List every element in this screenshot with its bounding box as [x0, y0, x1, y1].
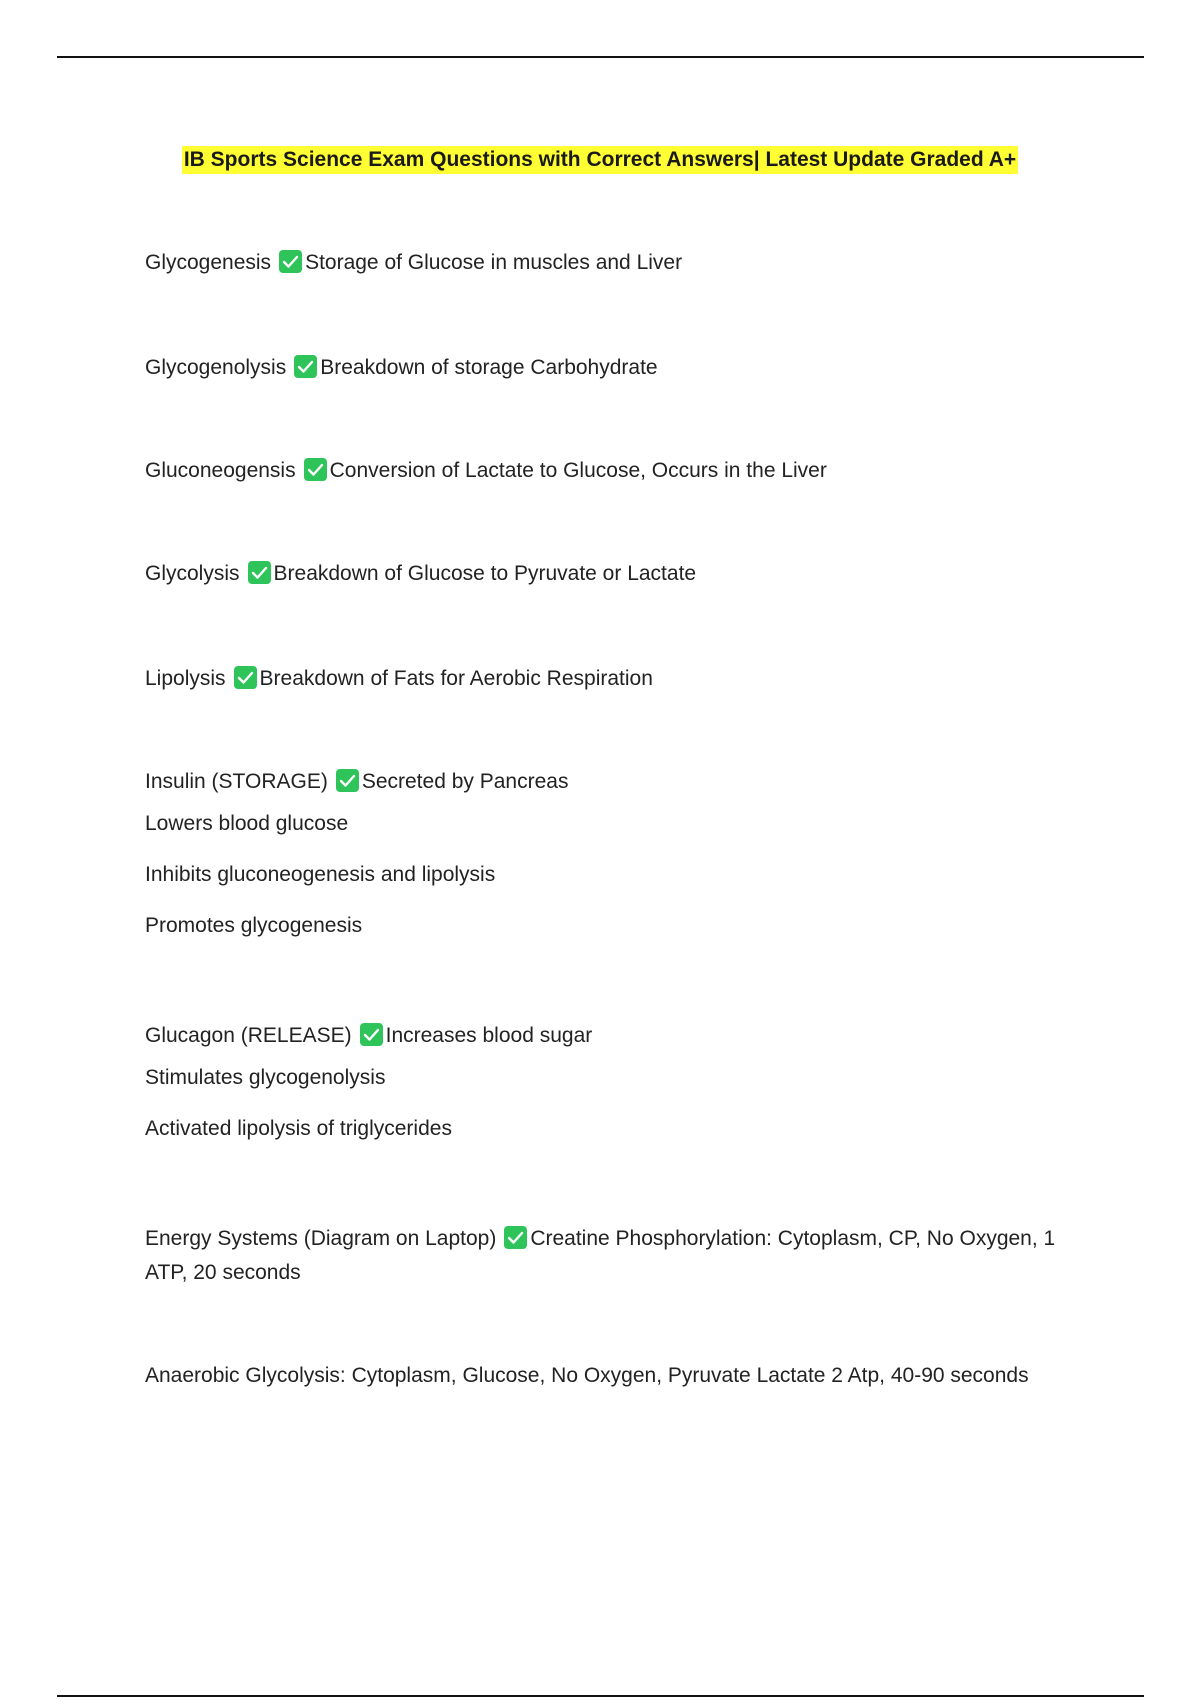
- qa-entry: [145, 454, 1095, 488]
- check-mark-icon: [360, 1023, 383, 1046]
- qa-line: [145, 454, 1095, 488]
- extra-line: Inhibits gluconeogenesis and lipolysis: [145, 863, 496, 886]
- top-rule: [57, 56, 1144, 58]
- term: Glycogenesis: [145, 251, 272, 274]
- qa-line: [145, 557, 1095, 591]
- qa-entry: [145, 662, 1095, 696]
- bottom-rule: [57, 1695, 1144, 1697]
- term: Glycolysis: [145, 562, 240, 585]
- answer: Increases blood sugar: [385, 1024, 593, 1047]
- qa-entry: [145, 1222, 1095, 1290]
- answer: Secreted by Pancreas: [361, 770, 569, 793]
- answer: Breakdown of Fats for Aerobic Respiration: [259, 667, 653, 690]
- document-title: IB Sports Science Exam Questions with Correct Answers| Latest Update Graded A+: [182, 146, 1018, 174]
- qa-line: [145, 1222, 1095, 1290]
- term: Glucagon (RELEASE): [145, 1024, 352, 1047]
- term: Energy Systems (Diagram on Laptop): [145, 1227, 497, 1250]
- qa-entry: [145, 1019, 1095, 1154]
- check-mark-icon: [304, 458, 327, 481]
- title-block: [0, 146, 1200, 174]
- trailing-paragraph: [145, 1359, 1095, 1393]
- qa-line: [145, 246, 1095, 280]
- qa-line: [145, 662, 1095, 696]
- qa-line: [145, 351, 1095, 385]
- answer: Breakdown of Glucose to Pyruvate or Lactate: [273, 562, 697, 585]
- qa-entry: [145, 765, 1095, 951]
- term: Insulin (STORAGE): [145, 770, 328, 793]
- qa-entry: [145, 246, 1095, 280]
- answer: Breakdown of storage Carbohydrate: [320, 356, 658, 379]
- term: Glycogenolysis: [145, 356, 287, 379]
- answer: Creatine Phosphorylation: Cytoplasm, CP, No Oxygen, 1 ATP, 20 seconds: [145, 1227, 1056, 1284]
- extra-line: Promotes glycogenesis: [145, 914, 363, 937]
- check-mark-icon: [279, 250, 302, 273]
- qa-entry: [145, 351, 1095, 385]
- check-mark-icon: [336, 769, 359, 792]
- check-mark-icon: [294, 355, 317, 378]
- term: Lipolysis: [145, 667, 226, 690]
- extra-line: Lowers blood glucose: [145, 812, 349, 835]
- check-mark-icon: [248, 561, 271, 584]
- check-mark-icon: [234, 666, 257, 689]
- answer: Conversion of Lactate to Glucose, Occurs in the Liver: [329, 459, 827, 482]
- check-mark-icon: [504, 1226, 527, 1249]
- extra-line: Stimulates glycogenolysis: [145, 1066, 386, 1089]
- extra-line: Activated lipolysis of triglycerides: [145, 1117, 452, 1140]
- answer: Storage of Glucose in muscles and Liver: [305, 251, 683, 274]
- term: Gluconeogensis: [145, 459, 296, 482]
- qa-line: [145, 1019, 1095, 1053]
- paragraph-text: Anaerobic Glycolysis: Cytoplasm, Glucose, No Oxygen, Pyruvate Lactate 2 Atp, 40-90 seconds: [145, 1364, 1029, 1387]
- qa-entry: [145, 557, 1095, 591]
- qa-line: [145, 765, 1095, 799]
